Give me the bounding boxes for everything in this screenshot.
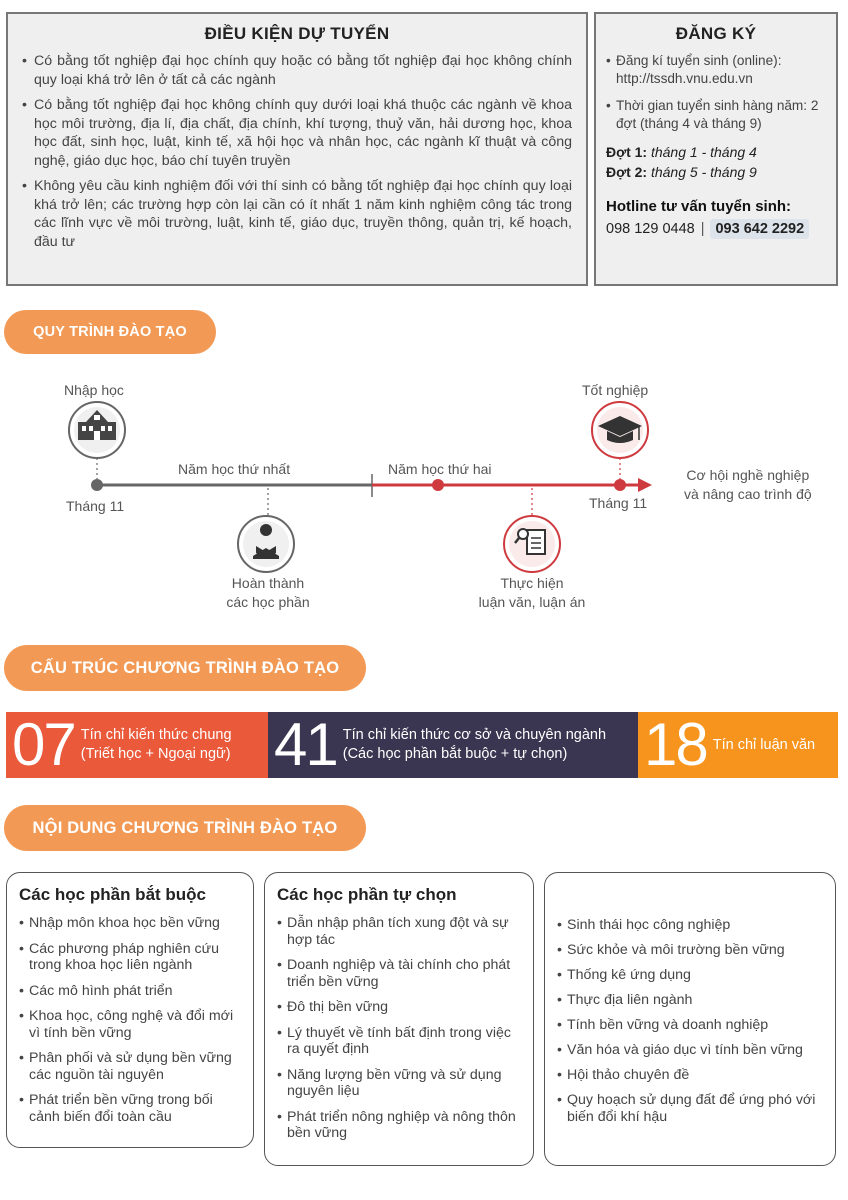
credit-number: 07 xyxy=(12,711,75,778)
structure-heading: CẤU TRÚC CHƯƠNG TRÌNH ĐÀO TẠO xyxy=(4,645,366,691)
registration-title: ĐĂNG KÝ xyxy=(675,24,757,43)
list-item: • Có bằng tốt nghiệp đại học chính quy hoặc có bằng tốt nghiệp đại học không chính quy loại khá trở lên ở tất cả các ngành xyxy=(22,52,572,89)
credit-number: 41 xyxy=(274,711,337,778)
round-2-label: Đợt 2: xyxy=(606,164,648,180)
elective-courses-card xyxy=(264,872,534,1166)
round-1 xyxy=(606,142,826,162)
list-item: • Thời gian tuyển sinh hàng năm: 2 đợt (tháng 4 và tháng 9) xyxy=(606,97,826,132)
list-item: • Có bằng tốt nghiệp đại học không chính quy dưới loại khá thuộc các ngành về khoa học môi trường, địa lí, địa chất, địa chính, khí tượng, thuỷ văn, hải dương học, khoa học đất, sinh học, luật, kinh tế, xã hội học và nhân học, các ngành kĩ thuật và công nghệ, giáo dục học, báo chí tuyên truyền xyxy=(22,96,572,170)
round-2 xyxy=(606,162,826,182)
list-item: • Đăng kí tuyển sinh (online): http://tssdh.vnu.edu.vn xyxy=(606,52,826,87)
career-line-1: Cơ hội nghề nghiệp xyxy=(686,467,810,483)
list-item: • Đô thị bền vững xyxy=(277,999,521,1016)
list-item: • Quy hoạch sử dụng đất để ứng phó với biến đổi khí hậu xyxy=(557,1092,823,1125)
phone-separator: | xyxy=(700,221,705,237)
content-heading: NỘI DUNG CHƯƠNG TRÌNH ĐÀO TẠO xyxy=(4,805,366,851)
credit-text xyxy=(81,726,232,764)
credit-number: 18 xyxy=(644,711,707,778)
list-item: • Thực địa liên ngành xyxy=(557,992,823,1009)
conditions-title: ĐIỀU KIỆN DỰ TUYỂN xyxy=(204,24,390,43)
registration-list xyxy=(606,52,826,132)
list-item: • Phân phối và sử dụng bền vững các nguồn tài nguyên xyxy=(19,1050,241,1083)
credit-text xyxy=(713,736,815,755)
document-magnifier-icon xyxy=(504,516,560,572)
list-item: • Không yêu cầu kinh nghiệm đối với thí sinh có bằng tốt nghiệp đại học chính quy loại khá trở lên; các trường hợp còn lại cần có ít nhất 1 năm kinh nghiệm công tác trong các lĩnh vực về môi trường, luật, kinh tế, giáo dục, truyền thông, quản trị, kế hoạch, đầu tư xyxy=(22,177,572,251)
graduate-dot xyxy=(614,479,626,491)
thesis-line-2: luận văn, luận án xyxy=(478,594,586,610)
credit-line-2: (Triết học + Ngoại ngữ) xyxy=(80,746,231,762)
training-timeline xyxy=(0,360,848,630)
process-heading: QUY TRÌNH ĐÀO TẠO xyxy=(4,310,216,354)
credit-line-2: (Các học phần bắt buộc + tự chọn) xyxy=(342,746,568,762)
list-item: • Văn hóa và giáo dục vì tính bền vững xyxy=(557,1042,823,1059)
year1-label: Năm học thứ nhất xyxy=(178,461,291,477)
list-item: • Các mô hình phát triển xyxy=(19,983,241,1000)
list-item: • Doanh nghiệp và tài chính cho phát triển bền vững xyxy=(277,957,521,990)
hotline-phones xyxy=(606,219,826,239)
list-item: • Hội thảo chuyên đề xyxy=(557,1067,823,1084)
list-item: • Dẫn nhập phân tích xung đột và sự hợp tác xyxy=(277,915,521,948)
enroll-label: Nhập học xyxy=(64,382,124,398)
list-item: • Phát triển bền vững trong bối cảnh biến đổi toàn cầu xyxy=(19,1092,241,1125)
thesis-label xyxy=(468,574,596,612)
round-2-value: tháng 5 - tháng 9 xyxy=(650,164,757,180)
list-item: • Lý thuyết về tính bất định trong việc ra quyết định xyxy=(277,1025,521,1058)
list-item: • Sức khỏe và môi trường bền vững xyxy=(557,942,823,959)
phone-1[interactable]: 098 129 0448 xyxy=(606,221,695,237)
phone-2[interactable]: 093 642 2292 xyxy=(710,219,809,239)
enroll-dot xyxy=(91,479,103,491)
elective-courses-more-card xyxy=(544,872,836,1166)
credit-line-1: Tín chỉ kiến thức cơ sở và chuyên ngành xyxy=(342,727,607,743)
school-building-icon xyxy=(69,402,125,458)
enroll-month: Tháng 11 xyxy=(66,498,125,514)
credit-line-1: Tín chỉ kiến thức chung xyxy=(80,727,232,743)
required-title: Các học phần bắt buộc xyxy=(19,885,207,904)
list-item: • Phát triển nông nghiệp và nông thôn bền vững xyxy=(277,1109,521,1142)
year2-label: Năm học thứ hai xyxy=(388,461,492,477)
elective-more-list xyxy=(557,917,823,1125)
graduation-cap-icon xyxy=(592,402,648,458)
timeline-arrow-icon xyxy=(638,478,652,492)
list-item: • Thống kê ứng dụng xyxy=(557,967,823,984)
list-item: • Các phương pháp nghiên cứu trong khoa học liên ngành xyxy=(19,941,241,974)
credit-text xyxy=(343,726,606,764)
list-item: • Nhập môn khoa học bền vững xyxy=(19,915,241,932)
registration-box xyxy=(594,12,838,286)
hotline-title: Hotline tư vấn tuyển sinh: xyxy=(606,198,792,215)
courses-line-1: Hoàn thành xyxy=(231,575,305,591)
required-list xyxy=(19,915,241,1125)
career-label xyxy=(684,466,812,504)
credit-line-1: Tín chỉ luận văn xyxy=(712,736,816,753)
required-courses-card xyxy=(6,872,254,1148)
student-reading-icon xyxy=(238,516,294,572)
elective-list xyxy=(277,915,521,1142)
courses-label xyxy=(216,574,320,612)
list-item: • Năng lượng bền vững và sử dụng nguyên liệu xyxy=(277,1067,521,1100)
list-item: • Sinh thái học công nghiệp xyxy=(557,917,823,934)
year2-dot xyxy=(432,479,444,491)
credit-block-thesis xyxy=(638,712,838,778)
admission-conditions-box xyxy=(6,12,588,286)
list-item: • Khoa học, công nghệ và đổi mới vì tính bền vững xyxy=(19,1008,241,1041)
conditions-list xyxy=(22,52,572,251)
thesis-line-1: Thực hiện xyxy=(500,575,564,591)
list-item: • Tính bền vững và doanh nghiệp xyxy=(557,1017,823,1034)
credit-block-core xyxy=(268,712,638,778)
graduate-month: Tháng 11 xyxy=(589,495,648,511)
career-line-2: và nâng cao trình độ xyxy=(684,486,812,502)
graduate-label: Tốt nghiệp xyxy=(582,382,649,398)
credit-block-general xyxy=(6,712,268,778)
elective-title: Các học phần tự chọn xyxy=(277,885,457,904)
round-1-value: tháng 1 - tháng 4 xyxy=(650,144,757,160)
courses-line-2: các học phần xyxy=(226,594,310,610)
round-1-label: Đợt 1: xyxy=(606,144,648,160)
